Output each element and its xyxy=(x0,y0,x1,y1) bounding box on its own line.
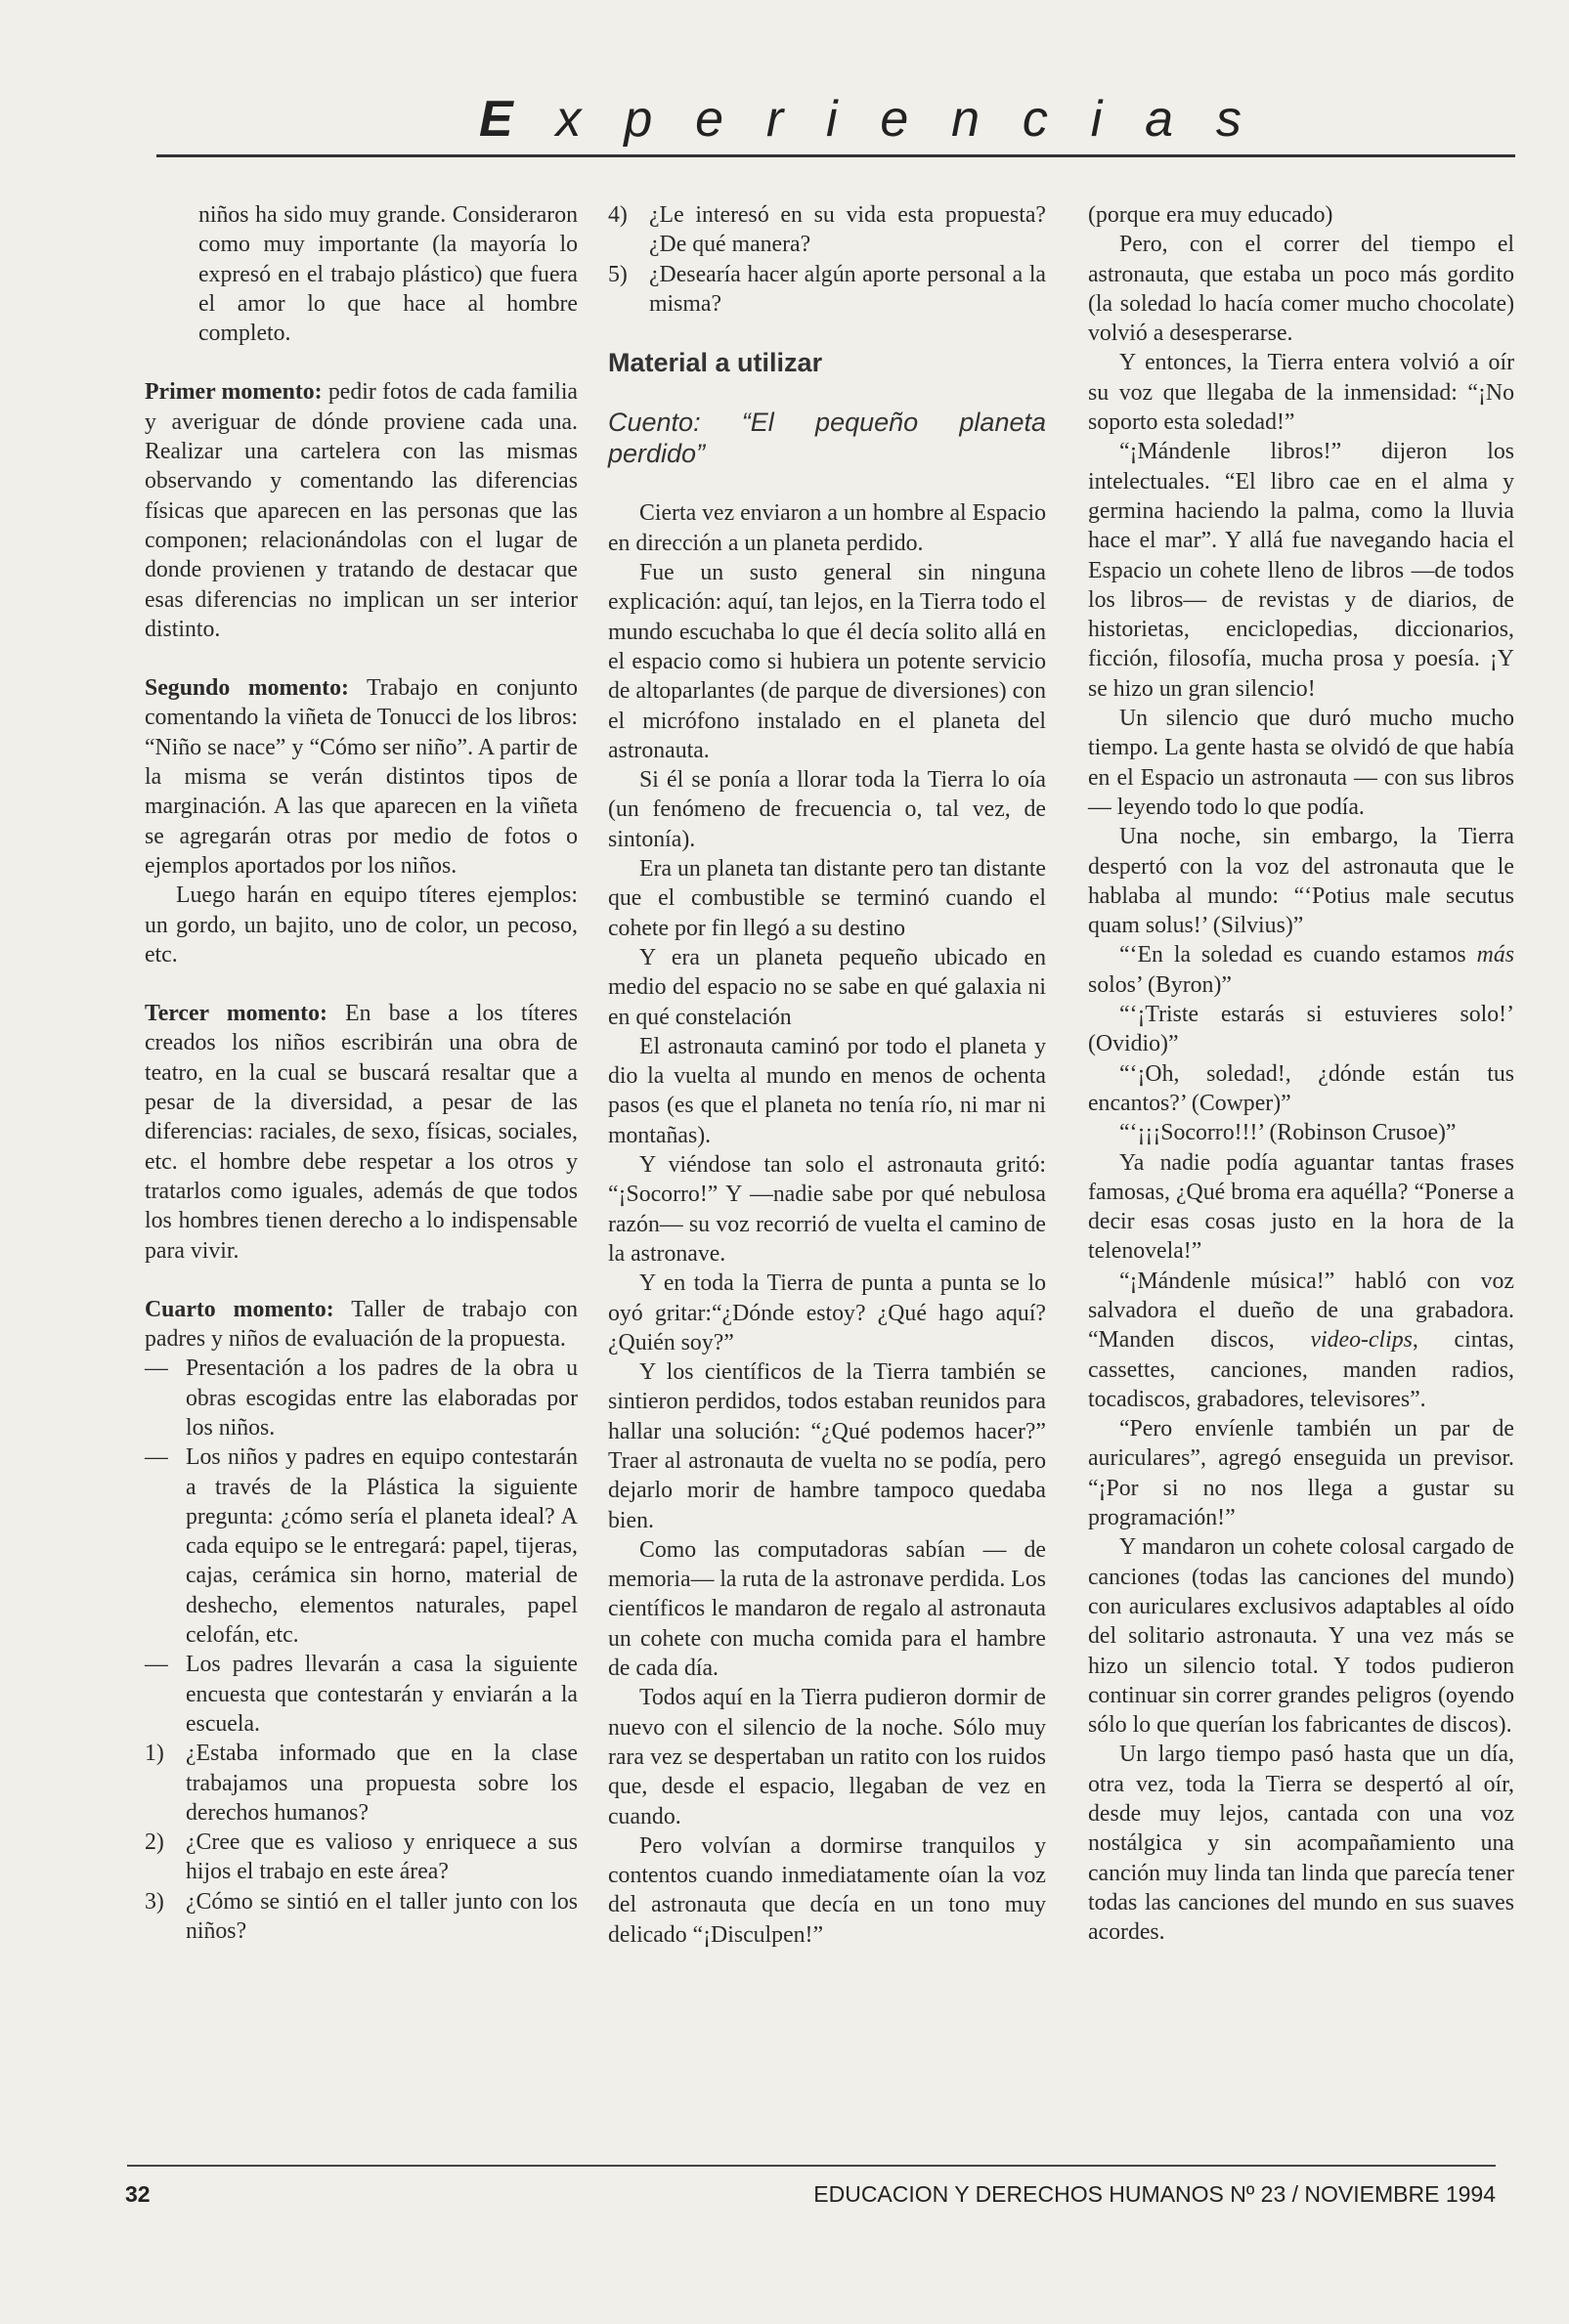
list-item xyxy=(608,200,1046,260)
paragraph-musica xyxy=(1088,1267,1514,1414)
paragraph: Fue un susto general sin ninguna explicación: aquí, tan lejos, en la Tierra todo el mundo escuchaba lo que él decía solito allá en el espacio como si hubiera un potente servicio de altoparlantes (de parque de diversiones) con el micrófono instalado en el planeta del astronauta. xyxy=(608,560,1046,763)
title-letter: c xyxy=(1022,91,1048,148)
paragraph: “‘¡Oh, soledad!, ¿dónde están tus encantos?’ (Cowper)” xyxy=(1088,1060,1514,1116)
paragraph-text: pedir fotos de cada familia y averiguar de dónde proviene cada una. Realizar una cartelera con las mismas observando y comentando las diferencias físicas que aparecen en las personas que las componen; relacionándolas con el lugar de donde provienen y tratando de destacar que esas diferencias no implican un ser interior distinto. xyxy=(145,379,578,642)
paragraph: Un silencio que duró mucho mucho tiempo. La gente hasta se olvidó de que había en el Espacio un astronauta — con sus libros— leyendo todo lo que podía. xyxy=(1088,706,1514,820)
paragraph: “‘¡¡¡Socorro!!!’ (Robinson Crusoe)” xyxy=(1119,1120,1457,1146)
paragraph: Una noche, sin embargo, la Tierra despertó con la voz del astronauta que le hablaba al mundo: “‘Potius male secutus quam solus!’ (Silvius)” xyxy=(1088,824,1514,939)
page-number: 32 xyxy=(125,2181,151,2207)
title-letter: e xyxy=(880,91,909,148)
section-lead: Segundo momento: xyxy=(145,675,349,702)
paragraph: Y era un planeta pequeño ubicado en medio del espacio no se sabe en qué galaxia ni en qué constelación xyxy=(608,944,1046,1030)
dash-marker: — xyxy=(145,1444,168,1471)
paragraph: Y mandaron un cohete colosal cargado de canciones (todas las canciones del mundo) con auriculares exclusivos adaptables al oído del solitario astronauta. Y una vez más se hizo un silencio total. Y todos pudieron continuar sin correr grandes peligros (oyendo sólo lo que querían los fabricantes de discos). xyxy=(1088,1534,1514,1739)
list-item xyxy=(145,1828,578,1887)
story-title: Cuento: “El pequeño planeta perdido” xyxy=(608,408,1046,469)
paragraph-segundo-momento xyxy=(145,673,578,881)
list-item xyxy=(145,1354,578,1442)
paragraph-text: En base a los títeres creados los niños escribirán una obra de teatro, en la cual se buscará resaltar que a pesar de la diversidad, a pesar de las diferencias: raciales, de sexo, físicas, sociales, etc. el hombre debe respetar a los otros y tratarlos como iguales, además de que todos los hombres tienen derecho a lo indispensable para vivir. xyxy=(145,1001,578,1264)
paragraph-cuarto-momento xyxy=(145,1295,578,1355)
paragraph: Ya nadie podía aguantar tantas frases famosas, ¿Qué broma era aquélla? “Ponerse a decir esas cosas justo en la hora de la telenovela!” xyxy=(1088,1149,1514,1265)
paragraph: Como las computadoras sabían — de memoria— la ruta de la astronave perdida. Los científicos le mandaron de regalo al astronauta un cohete con mucha comida para el hambre de cada día. xyxy=(608,1536,1047,1682)
paragraph: Si él se ponía a llorar toda la Tierra lo oía (un fenómeno de frecuencia o, tal vez, de sintonía). xyxy=(608,767,1046,852)
paragraph: Y los científicos de la Tierra también se sintieron perdidos, todos estaban reunidos para hallar una solución: “¿Qué podemos hacer?” Traer al astronauta de vuelta no se podía, pero dejarlo morir de hambre tampoco quedaba bien. xyxy=(608,1359,1046,1533)
list-number: 2) xyxy=(145,1829,164,1856)
paragraph: Pero, con el correr del tiempo el astronauta, que estaba un poco más gordito (la soledad lo hacía comer mucho chocolate) volvió a desesperarse. xyxy=(1088,232,1514,347)
paragraph: Y entonces, la Tierra entera volvió a oír su voz que llegaba de la inmensidad: “¡No soporto esta soledad!” xyxy=(1088,350,1514,436)
paragraph: Luego harán en equipo títeres ejemplos: un gordo, un bajito, uno de color, un pecoso, etc. xyxy=(145,882,578,968)
paragraph-text: “¡Mándenle música!” habló con voz salvadora el dueño de una grabadora. “Manden discos, xyxy=(1088,1268,1514,1354)
list-item-text: ¿Cree que es valioso y enriquece a sus hijos el trabajo en este área? xyxy=(186,1829,578,1885)
paragraph-text: Taller de trabajo con padres y niños de evaluación de la propuesta. xyxy=(145,1296,578,1353)
page-section-title xyxy=(479,90,1242,149)
title-letter: x xyxy=(555,91,582,148)
list-item-text: ¿Cómo se sintió en el taller junto con los niños? xyxy=(186,1888,578,1945)
title-letter: i xyxy=(826,91,838,148)
paragraph-text: , cintas, cassettes, canciones, manden radios, tocadiscos, grabadores, televisores”. xyxy=(1088,1327,1514,1412)
paragraph: “¡Mándenle libros!” dijeron los intelectuales. “El libro cae en el alma y germina haciendo la palma, como la lluvia hace el mar”. Y allá fue navegando hacia el Espacio un cohete lleno de libros —de todos los libros— de revistas y de diarios, de historietas, enciclopedias, diccionarios, ficción, filosofía, mucha prosa y poesía. ¡Y se hizo un gran silencio! xyxy=(1088,439,1514,702)
dash-marker: — xyxy=(145,1652,168,1678)
paragraph: “‘¡Triste estarás si estuvieres solo!’ (Ovidio)” xyxy=(1088,1002,1514,1057)
publication-footer: EDUCACION Y DERECHOS HUMANOS Nº 23 / NOVIEMBRE 1994 xyxy=(813,2181,1496,2207)
list-item xyxy=(608,260,1046,320)
paragraph-tercer-momento xyxy=(145,999,578,1266)
title-letter: i xyxy=(1090,91,1103,148)
list-item xyxy=(145,1887,578,1947)
paragraph: “Pero envíenle también un par de auriculares”, agregó enseguida un previsor. “¡Por si no nos llega a gustar su programación!” xyxy=(1088,1416,1514,1531)
list-number: 5) xyxy=(608,261,628,287)
list-number: 4) xyxy=(608,202,628,228)
paragraph: Todos aquí en la Tierra pudieron dormir de nuevo con el silencio de la noche. Sólo muy rara vez se despertaban un ratito con los ruidos que, desde el espacio, llegaban de vez en cuando. xyxy=(608,1685,1046,1829)
footer-divider xyxy=(127,2165,1496,2167)
list-item-text: Los niños y padres en equipo contestarán a través de la Plástica la siguiente pregunta: ¿cómo sería el planeta ideal? A cada equipo se le entregará: papel, tijeras, cajas, cerámica sin horno, material de deshecho, elementos naturales, papel celofán, etc. xyxy=(186,1444,578,1649)
paragraph: Y en toda la Tierra de punta a punta se lo oyó gritar:“¿Dónde estoy? ¿Qué hago aquí? ¿Quién soy?” xyxy=(608,1270,1046,1356)
quote-text: solos’ (Byron)” xyxy=(1088,971,1232,998)
section-heading: Material a utilizar xyxy=(608,348,823,378)
section-lead: Cuarto momento: xyxy=(145,1296,334,1322)
paragraph: El astronauta caminó por todo el planeta y dio la vuelta al mundo en menos de ochenta pasos (es que el planeta no tenía río, ni mar ni montañas). xyxy=(608,1033,1046,1148)
section-lead: Primer momento: xyxy=(145,379,323,406)
paragraph: niños ha sido muy grande. Consideraron como muy importante (la mayoría lo expresó en el trabajo plástico) que fuera el amor lo que hace al hombre completo. xyxy=(198,202,578,347)
list-item-text: ¿Le interesó en su vida esta propuesta? ¿De qué manera? xyxy=(649,202,1046,258)
title-letter: s xyxy=(1215,91,1242,148)
paragraph: Cierta vez enviaron a un hombre al Espacio en dirección a un planeta perdido. xyxy=(608,500,1046,556)
paragraph-primer-momento xyxy=(145,377,578,644)
title-letter: E xyxy=(479,91,513,148)
section-lead: Tercer momento: xyxy=(145,1001,327,1027)
title-letter: n xyxy=(951,91,981,148)
list-item xyxy=(145,1650,578,1739)
paragraph: (porque era muy educado) xyxy=(1088,202,1333,228)
list-item-text: Presentación a los padres de la obra u obras escogidas entre las elaboradas por los niños. xyxy=(186,1356,578,1441)
title-letter: p xyxy=(624,91,653,148)
list-item-text: ¿Estaba informado que en la clase trabajamos una propuesta sobre los derechos humanos? xyxy=(186,1741,578,1826)
title-letter: a xyxy=(1145,91,1174,148)
list-number: 3) xyxy=(145,1888,164,1915)
column-right xyxy=(1088,200,1514,1948)
list-item xyxy=(145,1442,578,1650)
paragraph-byron-quote xyxy=(1088,940,1514,1000)
emphasis: video-clips xyxy=(1310,1327,1413,1354)
emphasis: más xyxy=(1476,942,1514,968)
list-item-text: ¿Desearía hacer algún aporte personal a la misma? xyxy=(649,261,1046,317)
header-divider xyxy=(156,154,1515,157)
column-middle xyxy=(608,200,1046,1950)
list-number: 1) xyxy=(145,1741,164,1767)
paragraph: Pero volvían a dormirse tranquilos y contentos cuando inmediatamente oían la voz del astronauta que decía en un tono muy delicado “¡Disculpen!” xyxy=(608,1832,1046,1948)
dash-marker: — xyxy=(145,1356,168,1382)
paragraph: Y viéndose tan solo el astronauta gritó: “¡Socorro!” Y —nadie sabe por qué nebulosa razón— su voz recorrió de vuelta el camino de la astronave. xyxy=(608,1152,1046,1267)
paragraph: Era un planeta tan distante pero tan distante que el combustible se terminó cuando el cohete por fin llegó a su destino xyxy=(608,856,1046,941)
list-item-text: Los padres llevarán a casa la siguiente encuesta que contestarán y enviarán a la escuela. xyxy=(186,1652,578,1737)
column-left xyxy=(145,200,578,1946)
list-item xyxy=(145,1739,578,1828)
paragraph-text: Trabajo en conjunto comentando la viñeta de Tonucci de los libros: “Niño se nace” y “Cómo ser niño”. A partir de la misma se verán distintos tipos de marginación. A las que aparecen en la viñeta se agregarán otras por medio de fotos o ejemplos aportados por los niños. xyxy=(145,675,578,879)
title-letter: r xyxy=(765,91,784,148)
paragraph: Un largo tiempo pasó hasta que un día, otra vez, toda la Tierra se despertó al oír, desde muy lejos, cantada con una voz nostálgica y sin acompañamiento una canción muy linda tan linda que parecía tener todas las canciones del mundo en sus suaves acordes. xyxy=(1088,1742,1514,1946)
title-letter: e xyxy=(695,91,724,148)
quote-text: “‘En la soledad es cuando estamos xyxy=(1119,942,1477,968)
